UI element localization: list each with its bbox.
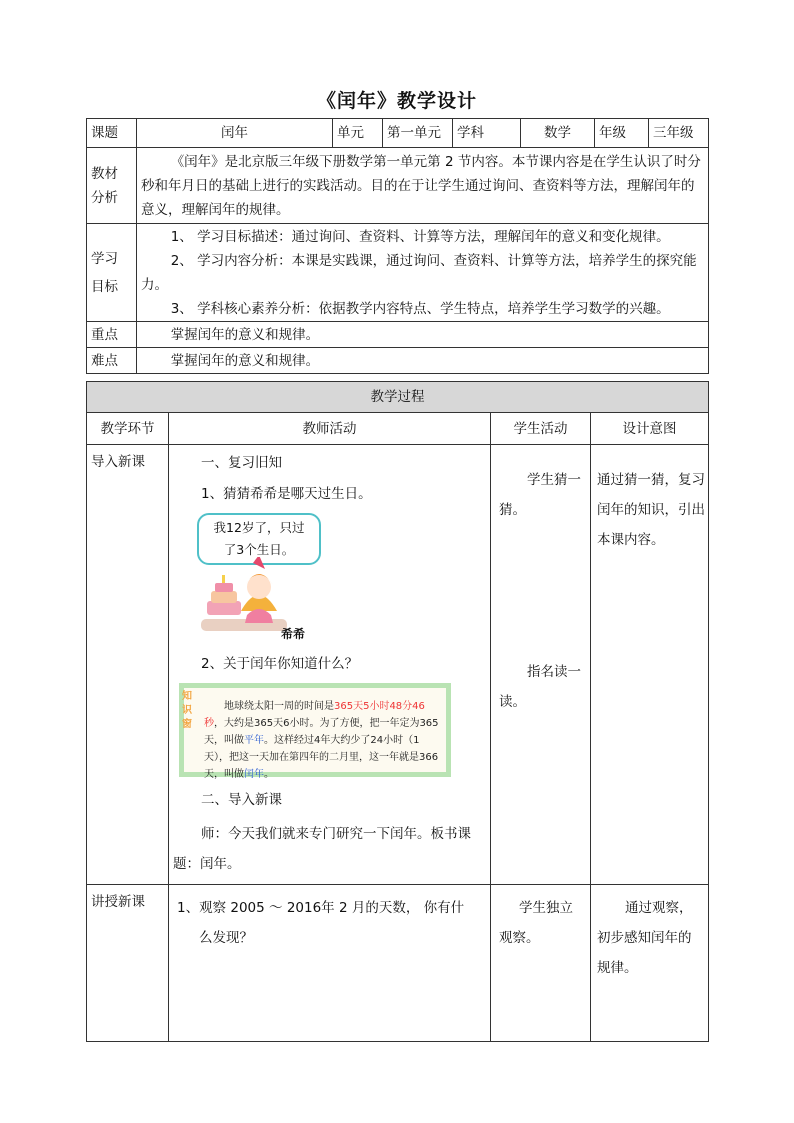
kt-b: 365天5小时48分46秒 [204,701,425,729]
goals-label-line1: 学习 [91,250,118,267]
grade-value: 三年级 [649,119,709,148]
student-activity-new [491,885,591,1042]
col-intent: 设计意图 [591,413,709,445]
unit-value: 第一单元 [383,119,453,148]
col-student: 学生活动 [491,413,591,445]
student-activity-intro [491,445,591,885]
kt-c: ，大约是365天6小时。为了方便，把一年定为365天，叫做 [204,718,439,746]
grade-label: 年级 [595,119,649,148]
analysis-label [87,148,137,224]
student-observe: 学生独立观察。 [499,900,573,946]
teacher-activity-new [169,885,491,1042]
intent-new [591,885,709,1042]
analysis-label-line2: 分析 [91,189,118,206]
intro-heading: 二、导入新课 [201,792,282,808]
knowledge-tag: 知识窗 [182,691,192,730]
intro-text: 师：今天我们就来专门研究一下闰年。板书课题：闰年。 [173,826,471,872]
process-table [86,381,709,1042]
difficulty-text: 掌握闰年的意义和规律。 [137,348,709,374]
kt-e: 。这样经过4年大约少了24小时（1天），把这一天加在第四年的二月里，这一年就是366天，叫做 [204,735,439,780]
course-label: 课题 [87,119,137,148]
goal-1: 1、 学习目标描述：通过询问、查资料、计算等方法，理解闰年的意义和变化规律。 [170,228,670,245]
kt-g: 。 [264,769,274,780]
kt-d: 平年 [244,735,264,746]
observe-line1: 1、观察 2005 ～ 2016年 2 月的天数， 你有什 [177,900,465,916]
goals-label-line2: 目标 [91,278,118,295]
stage-new: 讲授新课 [87,885,169,1042]
observe-line2: 么发现？ [199,930,253,946]
intent-intro-text: 通过猜一猜，复习闰年的知识，引出本课内容。 [597,472,705,548]
teacher-activity-intro [169,445,491,885]
document-title: 《闰年》教学设计 [316,90,477,112]
goal-2: 2、 学习内容分析：本课是实践课，通过询问、查资料、计算等方法，培养学生的探究能力。 [141,252,697,293]
intent-new-text: 通过观察，初步感知闰年的规律。 [597,900,693,976]
guess-prompt: 1、猜猜希希是哪天过生日。 [201,486,372,502]
goals-cell [137,224,709,322]
goals-label [87,224,137,322]
bubble-line2: 了3个生日。 [223,542,295,557]
unit-label: 单元 [333,119,383,148]
kt-f: 闰年 [244,769,264,780]
key-text: 掌握闰年的意义和规律。 [137,322,709,348]
kt-a: 地球绕太阳一周的时间是 [224,701,334,712]
info-table [86,118,709,374]
student-read: 指名读一读。 [499,664,581,710]
review-heading: 一、复习旧知 [201,455,282,471]
knowledge-text [204,698,440,783]
intent-intro [591,445,709,885]
knowledge-box [179,683,451,780]
stage-intro: 导入新课 [87,445,169,885]
subject-value: 数学 [521,119,595,148]
key-label: 重点 [87,322,137,348]
col-stage: 教学环节 [87,413,169,445]
birthday-illustration [197,513,327,639]
bubble-line1: 我12岁了，只过 [213,520,305,535]
col-teacher: 教师活动 [169,413,491,445]
goal-3: 3、 学科核心素养分析：依据教学内容特点、学生特点，培养学生学习数学的兴趣。 [170,300,670,317]
analysis-label-line1: 教材 [91,165,118,182]
leap-question: 2、关于闰年你知道什么？ [201,656,359,672]
student-guess: 学生猜一猜。 [499,472,581,518]
subject-label: 学科 [453,119,521,148]
course-value: 闰年 [137,119,333,148]
analysis-text: 《闰年》是北京版三年级下册数学第一单元第 2 节内容。本节课内容是在学生认识了时分秒和年月日的基础上进行的实践活动。目的在于让学生通过询问、查资料等方法，理解闰年的意义，理解闰年的规律。 [137,148,709,224]
process-header: 教学过程 [87,382,709,413]
difficulty-label: 难点 [87,348,137,374]
character-name: 希希 [281,627,306,641]
